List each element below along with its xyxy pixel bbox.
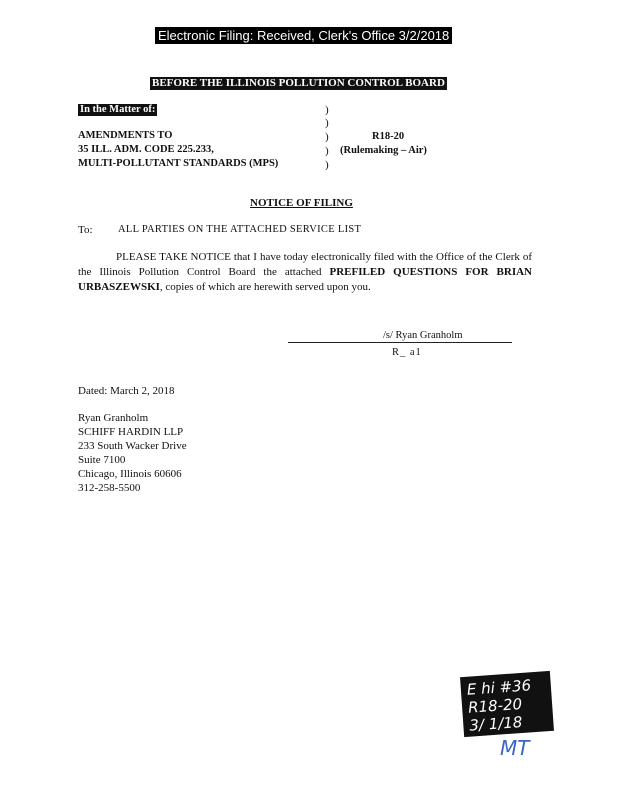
caption-paren: ) <box>325 117 329 129</box>
docket-type: (Rulemaking – Air) <box>340 145 427 156</box>
notice-body-text-end: , copies of which are herewith served upon you. <box>159 281 371 293</box>
address-line: SCHIFF HARDIN LLP <box>78 426 184 438</box>
notice-body <box>78 250 532 295</box>
handwritten-initials: MT <box>500 736 530 760</box>
caption-paren: ) <box>325 159 329 171</box>
dated-line: Dated: March 2, 2018 <box>78 385 175 397</box>
notice-body-bold: PREFILED QUESTIONS FOR BRIAN URBASZEWSKI <box>78 266 532 293</box>
address-line: Suite 7100 <box>78 454 126 466</box>
address-line: 233 South Wacker Drive <box>78 440 187 452</box>
caption-line-mps: MULTI-POLLUTANT STANDARDS (MPS) <box>78 158 279 169</box>
caption-paren: ) <box>325 145 329 157</box>
to-label: To: <box>78 224 93 236</box>
in-the-matter-label: In the Matter of: <box>80 104 156 115</box>
signature-under: R_ a1 <box>392 347 422 358</box>
address-line: Ryan Granholm <box>78 412 149 424</box>
exhibit-stamp-line: E hi #36 <box>466 676 532 699</box>
electronic-filing-banner: Electronic Filing: Received, Clerk's Office 3/2/2018 <box>155 27 452 44</box>
to-recipients: ALL PARTIES ON THE ATTACHED SERVICE LIST <box>118 224 362 235</box>
exhibit-stamp-line: R18-20 <box>467 694 523 717</box>
exhibit-stamp-line: 3/ 1/18 <box>468 712 523 735</box>
caption-paren: ) <box>325 131 329 143</box>
board-heading: BEFORE THE ILLINOIS POLLUTION CONTROL BOARD <box>152 77 445 89</box>
exhibit-stamp <box>460 671 554 737</box>
notice-body-text: PLEASE TAKE NOTICE that I have today electronically filed with the Office of the Clerk of the Illinois Pollution Control Board the attached <box>78 251 532 278</box>
address-line: Chicago, Illinois 60606 <box>78 468 182 480</box>
caption-line-code: 35 ILL. ADM. CODE 225.233, <box>78 144 214 155</box>
signature-name: /s/ Ryan Granholm <box>383 330 463 341</box>
caption-line-amendments: AMENDMENTS TO <box>78 130 173 141</box>
address-block <box>78 411 187 495</box>
notice-title: NOTICE OF FILING <box>250 197 353 209</box>
address-line: 312-258-5500 <box>78 482 141 494</box>
caption-paren: ) <box>325 104 329 116</box>
docket-number: R18-20 <box>372 131 405 142</box>
signature-line <box>288 342 512 343</box>
